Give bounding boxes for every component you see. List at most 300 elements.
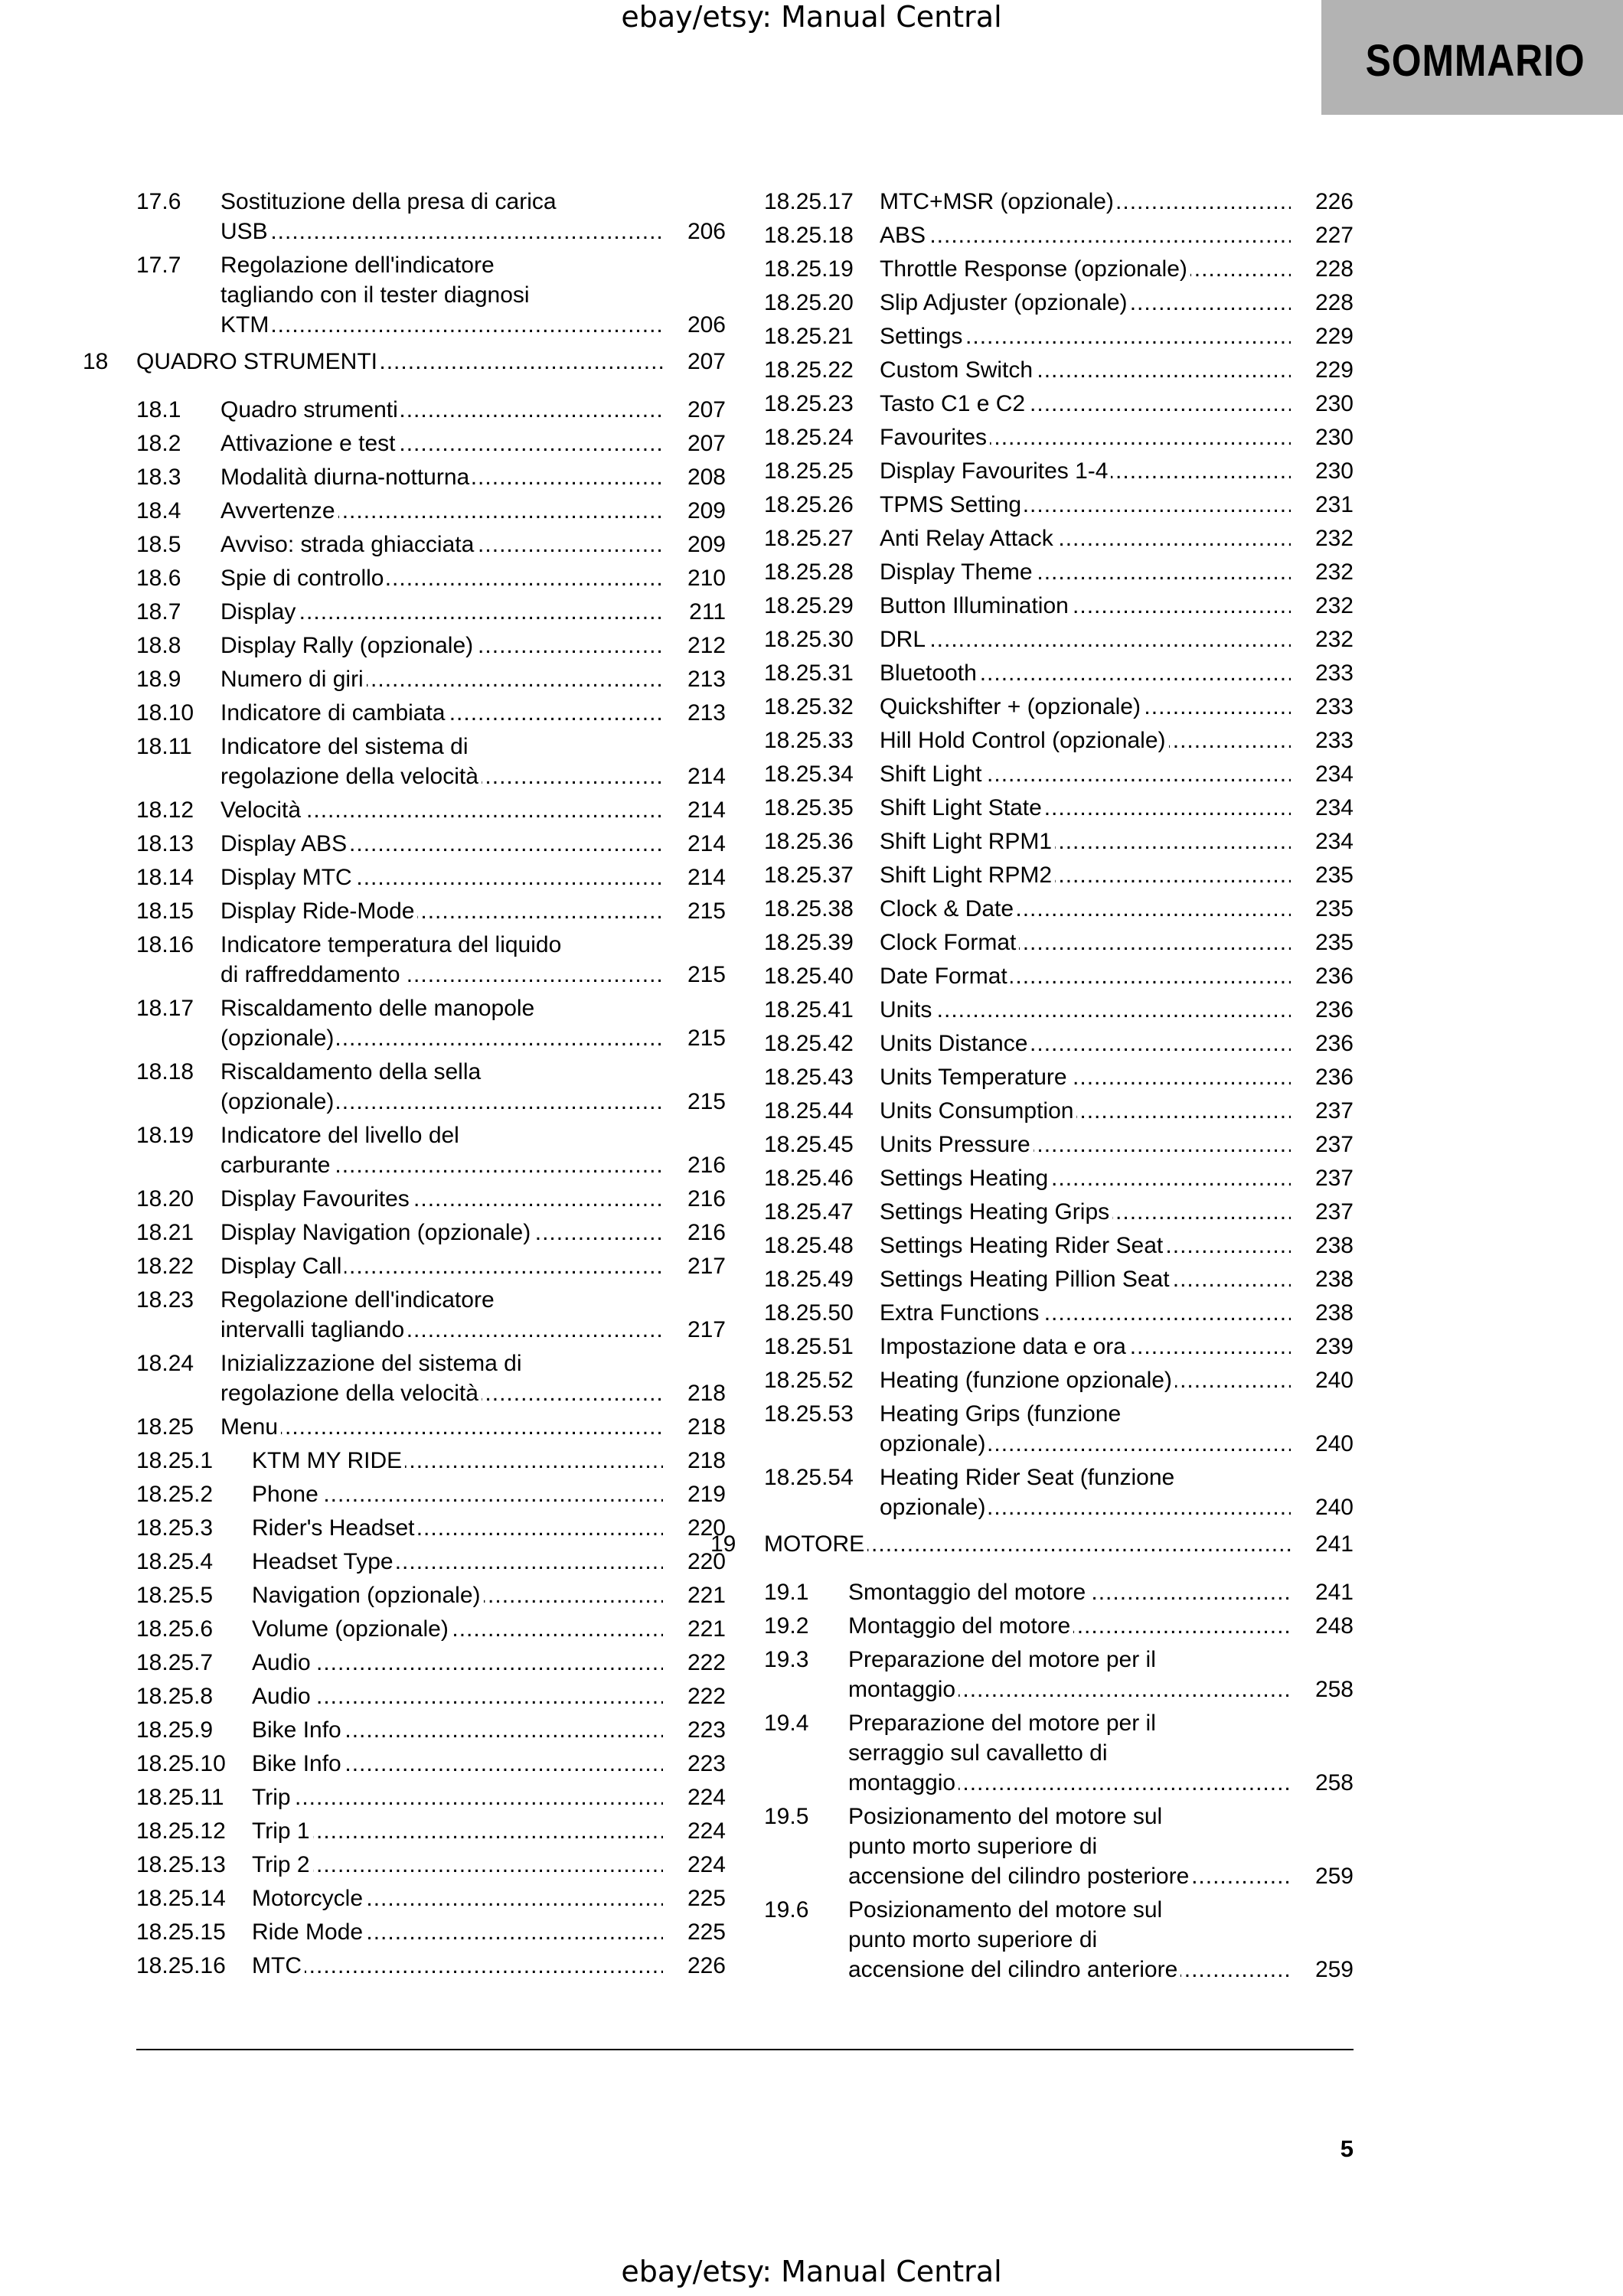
- toc-entry[interactable]: [136, 1883, 726, 1913]
- toc-entry-title-line: Hill Hold Control (opzionale): [880, 728, 1169, 753]
- toc-entry-number: 18.8: [136, 633, 181, 658]
- toc-entry[interactable]: [764, 355, 1354, 385]
- toc-entry[interactable]: [136, 462, 726, 492]
- toc-entry-title: [848, 1577, 1354, 1607]
- toc-entry[interactable]: [764, 1264, 1354, 1294]
- toc-entry[interactable]: [136, 829, 726, 859]
- toc-entry-page: 235: [1314, 863, 1354, 888]
- toc-entry-number: 18.25.2: [136, 1482, 214, 1507]
- toc-entry-title: [764, 1529, 1354, 1559]
- toc-entry-number: 18.25.1: [136, 1448, 214, 1473]
- toc-entry-number: 18.25.26: [764, 492, 854, 517]
- toc-entry-title: [880, 1062, 1354, 1092]
- toc-entry[interactable]: [764, 995, 1354, 1025]
- toc-entry-title: [880, 759, 1354, 789]
- toc-entry-page: 229: [1314, 324, 1354, 349]
- toc-entry-page: 220: [687, 1549, 726, 1574]
- toc-entry-title-line: Sostituzione della presa di carica: [220, 189, 557, 214]
- toc-entry-page: 240: [1314, 1368, 1354, 1393]
- toc-entry-title: [252, 1951, 726, 1981]
- toc-entry[interactable]: [764, 1332, 1354, 1362]
- toc-entry[interactable]: [764, 1708, 1354, 1798]
- toc-entry-title-line: Units Pressure: [880, 1132, 1034, 1157]
- toc-entry-page: 207: [687, 431, 726, 456]
- toc-entry-title-line: Posizionamento del motore sul: [848, 1804, 1163, 1829]
- toc-entry-title-line: opzionale): [880, 1495, 988, 1520]
- toc-entry-page: 232: [1314, 593, 1354, 618]
- toc-entry[interactable]: [136, 530, 726, 559]
- toc-entry-number: 18.12: [136, 797, 194, 823]
- toc-entry-page: 235: [1314, 896, 1354, 921]
- toc-entry[interactable]: [764, 1062, 1354, 1092]
- toc-chapter-entry[interactable]: [710, 1529, 1354, 1559]
- toc-entry-number: 18.25.20: [764, 290, 854, 315]
- toc-entry-page: 218: [687, 1381, 726, 1406]
- toc-entry-page: 228: [1314, 290, 1354, 315]
- toc-entry[interactable]: [136, 1285, 726, 1345]
- toc-entry-title: [252, 1782, 726, 1812]
- toc-entry[interactable]: [764, 1365, 1354, 1395]
- toc-entry-title-line: KTM MY RIDE: [252, 1448, 405, 1473]
- toc-entry-number: 18.13: [136, 831, 194, 856]
- toc-entry-title: [880, 1365, 1354, 1395]
- toc-entry-number: 19.6: [764, 1897, 809, 1923]
- toc-entry-number: 18.2: [136, 431, 181, 456]
- toc-entry-number: 18.25.12: [136, 1818, 226, 1844]
- toc-entry-title: [880, 1463, 1354, 1522]
- toc-left-column: [83, 187, 726, 1985]
- toc-entry[interactable]: [764, 1611, 1354, 1641]
- toc-entry[interactable]: [764, 1298, 1354, 1328]
- toc-entry-number: 18.25.41: [764, 997, 854, 1022]
- toc-entry-title: [880, 187, 1354, 217]
- toc-entry[interactable]: [764, 1399, 1354, 1459]
- toc-entry[interactable]: [136, 429, 726, 458]
- toc-entry[interactable]: [764, 1163, 1354, 1193]
- toc-entry-page: 237: [1314, 1166, 1354, 1191]
- toc-entry-page: 213: [687, 667, 726, 692]
- toc-entry-title: [848, 1895, 1354, 1985]
- toc-entry-title: [880, 1163, 1354, 1193]
- toc-entry[interactable]: [136, 1715, 726, 1745]
- toc-entry[interactable]: [764, 557, 1354, 587]
- toc-entry-page: 214: [687, 865, 726, 890]
- toc-entry-title-line: Headset Type: [252, 1549, 397, 1574]
- toc-entry-title-line: Settings Heating Rider Seat: [880, 1233, 1166, 1258]
- toc-entry-title: [880, 1197, 1354, 1227]
- toc-entry-title-line: Phone: [252, 1482, 322, 1507]
- toc-entry-title: [252, 1547, 726, 1577]
- toc-entry-title: [252, 1917, 726, 1947]
- toc-entry[interactable]: [764, 523, 1354, 553]
- toc-entry[interactable]: [136, 664, 726, 694]
- toc-entry-title-line: Posizionamento del motore sul: [848, 1897, 1163, 1923]
- toc-entry-title: [880, 1298, 1354, 1328]
- toc-entry[interactable]: [764, 422, 1354, 452]
- toc-entry[interactable]: [136, 1850, 726, 1880]
- toc-entry[interactable]: [764, 1463, 1354, 1522]
- toc-entry-title: [220, 732, 726, 791]
- toc-entry[interactable]: [764, 1029, 1354, 1058]
- toc-entry[interactable]: [136, 1251, 726, 1281]
- toc-entry-title-line: Inizializzazione del sistema di: [220, 1351, 522, 1376]
- toc-entry-page: 223: [687, 1717, 726, 1743]
- toc-entry-page: 236: [1314, 997, 1354, 1022]
- toc-entry-page: 223: [687, 1751, 726, 1776]
- toc-entry[interactable]: [764, 220, 1354, 250]
- toc-entry-title-line: Trip 2: [252, 1852, 313, 1877]
- toc-entry-page: 259: [1314, 1864, 1354, 1889]
- section-tab: [1321, 0, 1623, 115]
- toc-entry-page: 238: [1314, 1300, 1354, 1326]
- toc-entry-title: [880, 220, 1354, 250]
- toc-entry[interactable]: [136, 1681, 726, 1711]
- toc-entry[interactable]: [136, 993, 726, 1053]
- toc-entry-title: [220, 530, 726, 559]
- toc-entry-title-line: Shift Light RPM1: [880, 829, 1055, 854]
- toc-entry[interactable]: [764, 490, 1354, 520]
- toc-right-column: [710, 187, 1354, 1988]
- toc-entry-title-line: Preparazione del motore per il: [848, 1647, 1156, 1672]
- toc-entry-title: [252, 1446, 726, 1476]
- toc-entry-title-line: TPMS Setting: [880, 492, 1024, 517]
- toc-entry[interactable]: [136, 395, 726, 425]
- toc-entry[interactable]: [136, 1648, 726, 1678]
- toc-entry-title-line: Extra Functions: [880, 1300, 1042, 1326]
- toc-entry[interactable]: [136, 1580, 726, 1610]
- toc-entry-title-line: Riscaldamento della sella: [220, 1059, 482, 1084]
- toc-entry-number: 18.25.28: [764, 559, 854, 585]
- toc-entry-title-line: Volume (opzionale): [252, 1616, 452, 1642]
- toc-entry[interactable]: [136, 1479, 726, 1509]
- toc-entry-number: 18.25.29: [764, 593, 854, 618]
- toc-entry-page: 207: [687, 349, 726, 374]
- toc-entry-number: 18.24: [136, 1351, 194, 1376]
- toc-entry-title: [880, 288, 1354, 318]
- toc-entry[interactable]: [764, 793, 1354, 823]
- toc-entry-page: 235: [1314, 930, 1354, 955]
- toc-entry[interactable]: [136, 496, 726, 526]
- page-number: 5: [1340, 2135, 1354, 2162]
- toc-entry-title-line: Date Format: [880, 964, 1011, 989]
- toc-entry-number: 18.25.48: [764, 1233, 854, 1258]
- toc-entry-title: [880, 456, 1354, 486]
- toc-entry-title: [252, 1580, 726, 1610]
- toc-entry-title-line: di raffreddamento: [220, 962, 403, 987]
- toc-entry-number: 18.7: [136, 599, 181, 625]
- toc-entry-page: 224: [687, 1818, 726, 1844]
- toc-entry[interactable]: [764, 254, 1354, 284]
- toc-entry-page: 208: [687, 465, 726, 490]
- toc-entry-title-line: Slip Adjuster (opzionale): [880, 290, 1131, 315]
- toc-entry[interactable]: [764, 591, 1354, 621]
- toc-entry[interactable]: [136, 563, 726, 593]
- toc-entry[interactable]: [764, 827, 1354, 856]
- toc-entry-number: 18.25.51: [764, 1334, 854, 1359]
- toc-entry-title: [220, 993, 726, 1053]
- toc-entry[interactable]: [764, 1130, 1354, 1159]
- toc-entry[interactable]: [764, 288, 1354, 318]
- watermark-bottom: ebay/etsy: Manual Central: [621, 2255, 1002, 2288]
- toc-entry-number: 18.25.16: [136, 1953, 226, 1978]
- toc-entry-number: 18.25.14: [136, 1886, 226, 1911]
- toc-entry[interactable]: [136, 1547, 726, 1577]
- toc-entry[interactable]: [136, 250, 726, 340]
- toc-entry[interactable]: [764, 1577, 1354, 1607]
- toc-entry-number: 18.21: [136, 1220, 194, 1245]
- toc-entry[interactable]: [764, 456, 1354, 486]
- toc-entry[interactable]: [764, 961, 1354, 991]
- toc-entry[interactable]: [764, 389, 1354, 419]
- toc-entry-title: [220, 829, 726, 859]
- toc-entry[interactable]: [136, 1782, 726, 1812]
- toc-entry-title-line: punto morto superiore di: [848, 1834, 1098, 1859]
- toc-entry-title-line: Settings Heating: [880, 1166, 1051, 1191]
- toc-entry-title-line: Units Distance: [880, 1031, 1030, 1056]
- toc-entry[interactable]: [136, 732, 726, 791]
- toc-entry-number: 18.25.13: [136, 1852, 226, 1877]
- toc-entry-number: 18.25.18: [764, 223, 854, 248]
- toc-entry-title: [252, 1648, 726, 1678]
- toc-entry-title: [220, 664, 726, 694]
- toc-entry-title: [220, 631, 726, 660]
- toc-entry[interactable]: [136, 631, 726, 660]
- toc-entry[interactable]: [136, 1513, 726, 1543]
- toc-entry-page: 258: [1314, 1677, 1354, 1702]
- toc-entry-page: 259: [1314, 1957, 1354, 1982]
- toc-entry-page: 215: [687, 1026, 726, 1051]
- toc-entry-title-line: Throttle Response (opzionale): [880, 256, 1190, 282]
- toc-entry[interactable]: [136, 1412, 726, 1442]
- toc-entry-page: 212: [687, 633, 726, 658]
- toc-entry-title: [220, 930, 726, 990]
- toc-entry-title: [880, 726, 1354, 755]
- toc-entry-page: 224: [687, 1852, 726, 1877]
- toc-entry-number: 19.4: [764, 1711, 809, 1736]
- toc-entry-page: 237: [1314, 1199, 1354, 1225]
- toc-entry-title-line: Display Navigation (opzionale): [220, 1220, 534, 1245]
- toc-entry-title-line: Settings: [880, 324, 965, 349]
- toc-entry-title-line: Quickshifter + (opzionale): [880, 694, 1144, 719]
- toc-entry-page: 230: [1314, 391, 1354, 416]
- toc-entry-title-line: Audio: [252, 1650, 314, 1675]
- toc-entry-title: [252, 1749, 726, 1779]
- toc-entry-number: 18.25.17: [764, 189, 854, 214]
- toc-entry-title-line: Trip: [252, 1785, 294, 1810]
- toc-entry[interactable]: [136, 597, 726, 627]
- toc-entry-title: [848, 1611, 1354, 1641]
- toc-entry-title: [880, 557, 1354, 587]
- toc-entry-title-line: USB: [220, 219, 271, 244]
- toc-entry-title: [880, 389, 1354, 419]
- toc-entry[interactable]: [764, 1802, 1354, 1891]
- toc-entry-title: [880, 1231, 1354, 1261]
- toc-entry-title-line: Heating Rider Seat (funzione: [880, 1465, 1175, 1490]
- toc-entry-title-line: Motorcycle: [252, 1886, 366, 1911]
- toc-entry-page: 233: [1314, 694, 1354, 719]
- toc-entry-title-line: Display Ride-Mode: [220, 899, 417, 924]
- toc-entry-title-line: Velocità: [220, 797, 304, 823]
- toc-entry-page: 216: [687, 1220, 726, 1245]
- toc-entry[interactable]: [764, 759, 1354, 789]
- toc-entry-page: 220: [687, 1515, 726, 1541]
- toc-entry-title-line: serraggio sul cavalletto di: [848, 1740, 1108, 1766]
- toc-entry[interactable]: [764, 187, 1354, 217]
- toc-entry[interactable]: [136, 1749, 726, 1779]
- toc-entry-page: 222: [687, 1684, 726, 1709]
- toc-entry-title: [136, 347, 726, 377]
- toc-entry-title: [880, 928, 1354, 957]
- toc-entry-page: 233: [1314, 660, 1354, 686]
- toc-entry-number: 18.25.36: [764, 829, 854, 854]
- toc-entry-page: 211: [689, 599, 726, 625]
- toc-entry-title-line: Button Illumination: [880, 593, 1072, 618]
- toc-entry-number: 18.25.45: [764, 1132, 854, 1157]
- toc-entry-page: 217: [687, 1317, 726, 1342]
- toc-entry[interactable]: [136, 1349, 726, 1408]
- toc-entry[interactable]: [136, 1120, 726, 1180]
- toc-entry-number: 18.18: [136, 1059, 194, 1084]
- toc-entry-title-line: punto morto superiore di: [848, 1927, 1098, 1952]
- toc-entry[interactable]: [764, 658, 1354, 688]
- toc-entry-page: 227: [1314, 223, 1354, 248]
- toc-entry-title-line: Settings Heating Pillion Seat: [880, 1267, 1173, 1292]
- toc-entry-title: [880, 1096, 1354, 1126]
- toc-entry-page: 237: [1314, 1098, 1354, 1124]
- toc-entry[interactable]: [136, 863, 726, 892]
- toc-entry[interactable]: [136, 1917, 726, 1947]
- toc-entry[interactable]: [136, 1218, 726, 1247]
- toc-entry-number: 18.22: [136, 1254, 194, 1279]
- toc-entry-title-line: MTC: [252, 1953, 305, 1978]
- toc-entry[interactable]: [136, 1184, 726, 1214]
- toc-entry[interactable]: [764, 1197, 1354, 1227]
- toc-entry-title-line: Settings Heating Grips: [880, 1199, 1112, 1225]
- footer-divider: [136, 2049, 1354, 2050]
- toc-entry-page: 234: [1314, 829, 1354, 854]
- toc-entry[interactable]: [136, 795, 726, 825]
- toc-entry-number: 18.25.43: [764, 1065, 854, 1090]
- toc-entry[interactable]: [764, 1645, 1354, 1704]
- toc-entry-number: 18.25.9: [136, 1717, 214, 1743]
- toc-entry-page: 233: [1314, 728, 1354, 753]
- toc-entry[interactable]: [136, 1614, 726, 1644]
- toc-entry-number: 18.25.35: [764, 795, 854, 820]
- toc-entry-title-line: Heating Grips (funzione: [880, 1401, 1122, 1427]
- toc-entry-title: [880, 591, 1354, 621]
- toc-entry-title: [252, 1681, 726, 1711]
- toc-entry-title: [220, 496, 726, 526]
- toc-entry-number: 18.6: [136, 566, 181, 591]
- toc-entry[interactable]: [764, 321, 1354, 351]
- toc-entry-page: 239: [1314, 1334, 1354, 1359]
- toc-entry-title-line: KTM: [220, 312, 272, 338]
- toc-entry-number: 18.25.32: [764, 694, 854, 719]
- toc-entry-number: 18.25.38: [764, 896, 854, 921]
- toc-entry-number: 18.25.40: [764, 964, 854, 989]
- toc-entry-number: 18.1: [136, 397, 181, 422]
- toc-entry-title: [220, 395, 726, 425]
- toc-entry[interactable]: [764, 1096, 1354, 1126]
- toc-entry[interactable]: [764, 692, 1354, 722]
- toc-entry-number: 18.25.52: [764, 1368, 854, 1393]
- toc-entry-number: 18.20: [136, 1186, 194, 1212]
- toc-entry-page: 222: [687, 1650, 726, 1675]
- toc-entry-title: [220, 1251, 726, 1281]
- toc-entry[interactable]: [764, 1231, 1354, 1261]
- toc-entry[interactable]: [136, 1057, 726, 1117]
- toc-entry[interactable]: [136, 1951, 726, 1981]
- toc-entry-page: 230: [1314, 425, 1354, 450]
- toc-entry-title: [252, 1850, 726, 1880]
- toc-entry-number: 18.25.49: [764, 1267, 854, 1292]
- toc-entry-number: 18.25.5: [136, 1583, 214, 1608]
- toc-entry[interactable]: [764, 726, 1354, 755]
- toc-entry[interactable]: [764, 1895, 1354, 1985]
- toc-entry-title: [880, 1029, 1354, 1058]
- toc-entry-title: [880, 827, 1354, 856]
- toc-entry[interactable]: [136, 1446, 726, 1476]
- toc-entry-number: 18.16: [136, 932, 194, 957]
- toc-entry[interactable]: [136, 896, 726, 926]
- toc-entry-page: 240: [1314, 1495, 1354, 1520]
- section-title: SOMMARIO: [1365, 36, 1585, 86]
- toc-entry-number: 18.25.31: [764, 660, 854, 686]
- toc-entry[interactable]: [136, 187, 726, 246]
- toc-entry-page: 207: [687, 397, 726, 422]
- toc-entry-title-line: Clock & Date: [880, 896, 1017, 921]
- toc-entry[interactable]: [136, 1816, 726, 1846]
- toc-entry-number: 17.6: [136, 189, 181, 214]
- toc-entry-page: 218: [687, 1414, 726, 1440]
- toc-entry-title: [220, 187, 726, 246]
- toc-entry-title-line: Custom Switch: [880, 357, 1036, 383]
- toc-entry[interactable]: [136, 698, 726, 728]
- toc-entry-title-line: accensione del cilindro posteriore: [848, 1864, 1192, 1889]
- toc-entry-title: [220, 863, 726, 892]
- toc-entry[interactable]: [136, 930, 726, 990]
- toc-entry-title-line: Clock Format: [880, 930, 1019, 955]
- toc-entry-title-line: MOTORE: [764, 1531, 867, 1557]
- toc-entry-page: 206: [687, 312, 726, 338]
- toc-entry-page: 248: [1314, 1613, 1354, 1639]
- toc-entry[interactable]: [764, 894, 1354, 924]
- toc-entry-page: 209: [687, 498, 726, 523]
- toc-entry-number: 18.25.34: [764, 762, 854, 787]
- toc-entry-title-line: Heating (funzione opzionale): [880, 1368, 1175, 1393]
- toc-entry-title-line: Attivazione e test: [220, 431, 398, 456]
- toc-entry-title-line: Trip 1: [252, 1818, 313, 1844]
- toc-entry-title: [880, 254, 1354, 284]
- toc-entry-title-line: Rider's Headset: [252, 1515, 418, 1541]
- toc-entry-number: 18.25.24: [764, 425, 854, 450]
- toc-entry-number: 18.3: [136, 465, 181, 490]
- toc-entry[interactable]: [764, 625, 1354, 654]
- toc-chapter-entry[interactable]: [83, 347, 726, 377]
- toc-entry[interactable]: [764, 928, 1354, 957]
- toc-entry-page: 221: [687, 1583, 726, 1608]
- toc-entry-page: 214: [687, 797, 726, 823]
- toc-entry-title-line: ABS: [880, 223, 929, 248]
- toc-entry-title-line: Units: [880, 997, 935, 1022]
- toc-entry[interactable]: [764, 860, 1354, 890]
- toc-entry-number: 18.25.33: [764, 728, 854, 753]
- toc-entry-title-line: Display ABS: [220, 831, 350, 856]
- toc-entry-title: [848, 1708, 1354, 1798]
- toc-entry-title: [220, 1285, 726, 1345]
- toc-entry-number: 18.23: [136, 1287, 194, 1313]
- toc-entry-title: [220, 1120, 726, 1180]
